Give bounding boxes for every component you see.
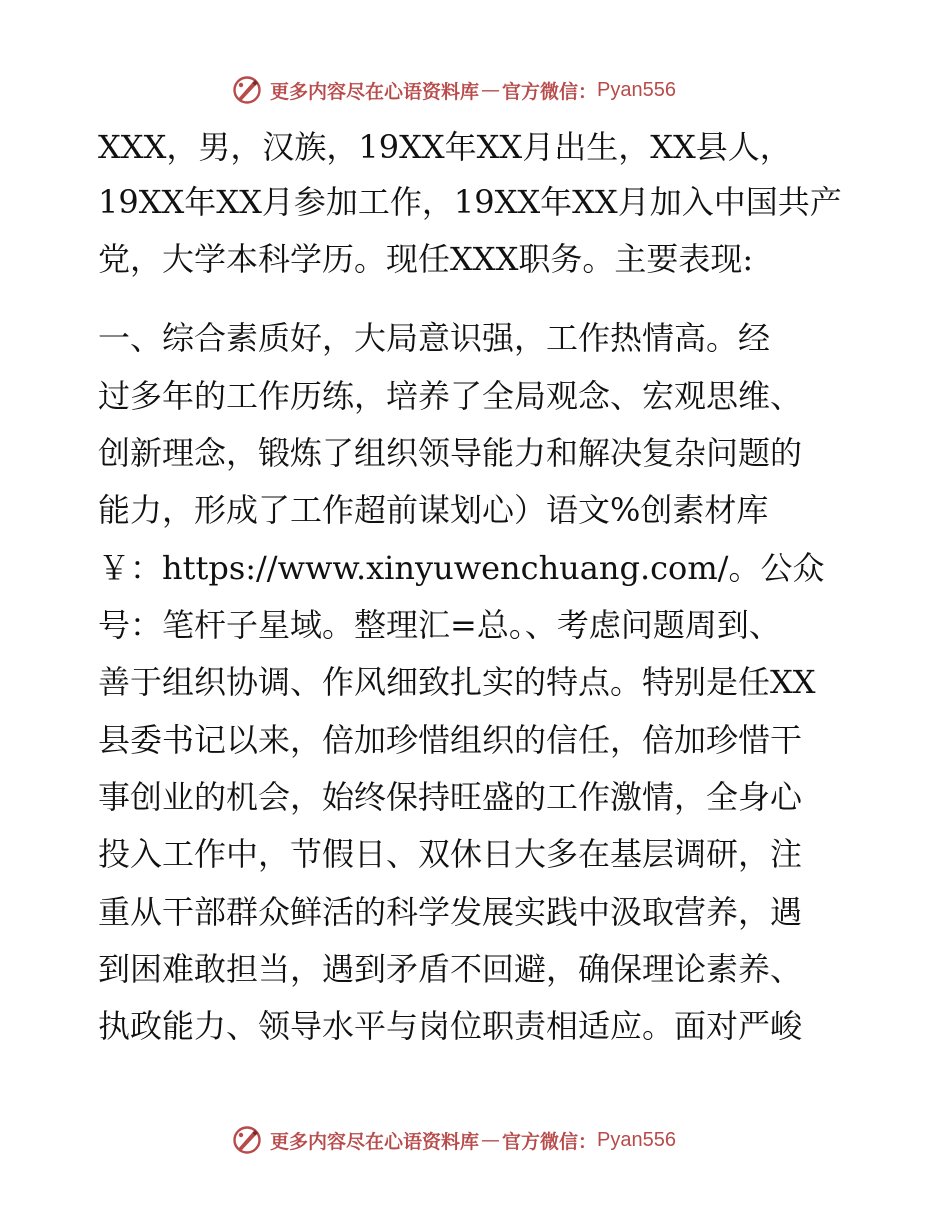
header-banner-dash: —: [481, 79, 501, 101]
body-line: 投入工作中，节假日、双休日大多在基层调研，注: [98, 835, 803, 873]
body-line: 党，大学本科学历。现任XXX职务。主要表现:: [98, 240, 754, 278]
body-line: 能力，形成了工作超前谋划心）语文%创素材库: [98, 491, 769, 529]
body-line: 19XX年XX月参加工作，19XX年XX月加入中国共产: [98, 183, 842, 221]
body-line: 事创业的机会，始终保持旺盛的工作激情，全身心: [98, 778, 803, 816]
body-line: 到困难敢担当，遇到矛盾不回避，确保理论素养、: [98, 950, 803, 988]
header-wechat-label: 官方微信：: [502, 80, 598, 103]
body-line: 县委书记以来，倍加珍惜组织的信任，倍加珍惜干: [98, 721, 803, 759]
header-banner-text: 更多内容尽在心语资料库: [270, 80, 480, 103]
body-line: 过多年的工作历练，培养了全局观念、宏观思维、: [98, 377, 803, 415]
pen-logo-icon: [232, 1125, 262, 1155]
footer-banner: [232, 1120, 732, 1160]
footer-wechat-id: Pyan556: [597, 1128, 676, 1151]
body-line: XXX，男，汉族，19XX年XX月出生，XX县人，: [98, 128, 792, 166]
body-line: 号：笔杆子星域。整理汇=总。、考虑问题周到、: [98, 606, 781, 644]
body-line: 重从干部群众鲜活的科学发展实践中汲取营养，遇: [98, 893, 803, 931]
body-line: 创新理念，锻炼了组织领导能力和解决复杂问题的: [98, 434, 803, 472]
footer-wechat-label: 官方微信：: [502, 1130, 598, 1153]
footer-banner-dash: —: [481, 1129, 501, 1151]
body-line: 执政能力、领导水平与岗位职责相适应。面对严峻: [98, 1007, 803, 1045]
body-line: 善于组织协调、作风细致扎实的特点。特别是任XX: [98, 663, 816, 701]
header-wechat-id: Pyan556: [597, 78, 676, 101]
footer-banner-text: 更多内容尽在心语资料库: [270, 1130, 480, 1153]
body-line: ￥：https://www.xinyuwenchuang.com/。公众: [98, 549, 825, 587]
pen-logo-icon: [232, 75, 262, 105]
body-line: 一、综合素质好，大局意识强，工作热情高。经: [98, 319, 771, 357]
header-banner: [232, 70, 732, 110]
